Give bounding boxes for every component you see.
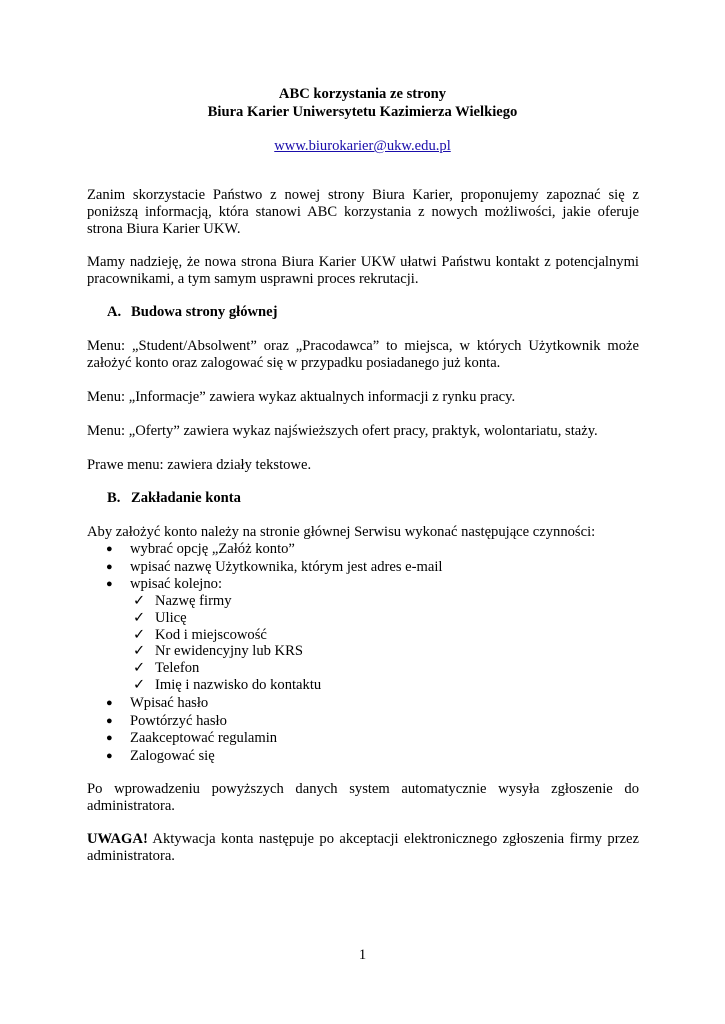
list-item-text: Zalogować się [130, 748, 215, 764]
after-paragraph: Po wprowadzeniu powyższych danych system automatycznie wysyła zgłoszenie do administratora. [87, 781, 639, 814]
list-item-text: wpisać nazwę Użytkownika, którym jest adres e-mail [130, 559, 443, 575]
list-item-text: Wpisać hasło [130, 695, 209, 711]
intro-paragraph: Zanim skorzystacie Państwo z nowej strony Biura Karier, proponujemy zapoznać się z poniższą informacją, która stanowi ABC korzystania z nowych możliwości, jakie oferuje strona Biura Karier UKW. [87, 187, 639, 237]
bullet-icon: ● [106, 750, 113, 762]
sub-list-item-text: Nr ewidencyjny lub KRS [155, 643, 303, 659]
sub-list-item-text: Imię i nazwisko do kontaktu [155, 677, 322, 693]
check-icon: ✓ [133, 677, 146, 693]
bullet-icon: ● [106, 543, 113, 555]
document-title-line2: Biura Karier Uniwersytetu Kazimierza Wielkiego [207, 104, 518, 120]
section-a-heading [107, 304, 278, 321]
bullet-icon: ● [106, 732, 113, 744]
section-a-letter: A. [107, 304, 122, 320]
email-link[interactable]: www.biurokarier@ukw.edu.pl [274, 138, 451, 154]
warning-paragraph [87, 831, 639, 865]
bullet-icon: ● [106, 697, 113, 709]
menu-offers-paragraph: Menu: „Oferty” zawiera wykaz najświeższych ofert pracy, praktyk, wolontariatu, staży. [87, 423, 598, 439]
bullet-icon: ● [106, 561, 113, 573]
list-item-text: Powtórzyć hasło [130, 713, 227, 729]
section-b-heading [107, 490, 241, 507]
sub-list-item-text: Ulicę [155, 610, 187, 626]
list-item-text: wybrać opcję „Załóż konto” [130, 541, 295, 557]
right-menu-paragraph: Prawe menu: zawiera działy tekstowe. [87, 457, 312, 473]
check-icon: ✓ [133, 627, 146, 643]
list-item-text: Zaakceptować regulamin [130, 730, 278, 746]
sub-list-item-text: Kod i miejscowość [155, 627, 267, 643]
page-number: 1 [358, 947, 367, 963]
section-b-letter: B. [107, 490, 121, 506]
warning-label: UWAGA! [87, 831, 148, 847]
sub-list-item-text: Telefon [155, 660, 200, 676]
section-a-title: Budowa strony głównej [131, 304, 278, 320]
document-title-line1: ABC korzystania ze strony [278, 86, 447, 102]
hope-paragraph: Mamy nadzieję, że nowa strona Biura Karier UKW ułatwi Państwu kontakt z potencjalnymi pracownikami, a tym samym usprawni proces rekrutacji. [87, 254, 639, 287]
sub-list-item-text: Nazwę firmy [155, 593, 232, 609]
check-icon: ✓ [133, 610, 146, 626]
steps-intro-paragraph: Aby założyć konto należy na stronie głównej Serwisu wykonać następujące czynności: [87, 524, 596, 540]
check-icon: ✓ [133, 660, 146, 676]
list-item-text: wpisać kolejno: [130, 576, 223, 592]
check-icon: ✓ [133, 593, 146, 609]
check-icon: ✓ [133, 643, 146, 659]
menu-student-paragraph: Menu: „Student/Absolwent” oraz „Pracodawca” to miejsca, w których Użytkownik może założyć konto oraz zalogować się w przypadku posiadanego już konta. [87, 338, 639, 371]
section-b-title: Zakładanie konta [131, 490, 241, 506]
warning-text: Aktywacja konta następuje po akceptacji elektronicznego zgłoszenia firmy przez administratora. [87, 831, 639, 864]
bullet-icon: ● [106, 578, 113, 590]
bullet-icon: ● [106, 715, 113, 727]
menu-info-paragraph: Menu: „Informacje” zawiera wykaz aktualnych informacji z rynku pracy. [87, 389, 516, 405]
